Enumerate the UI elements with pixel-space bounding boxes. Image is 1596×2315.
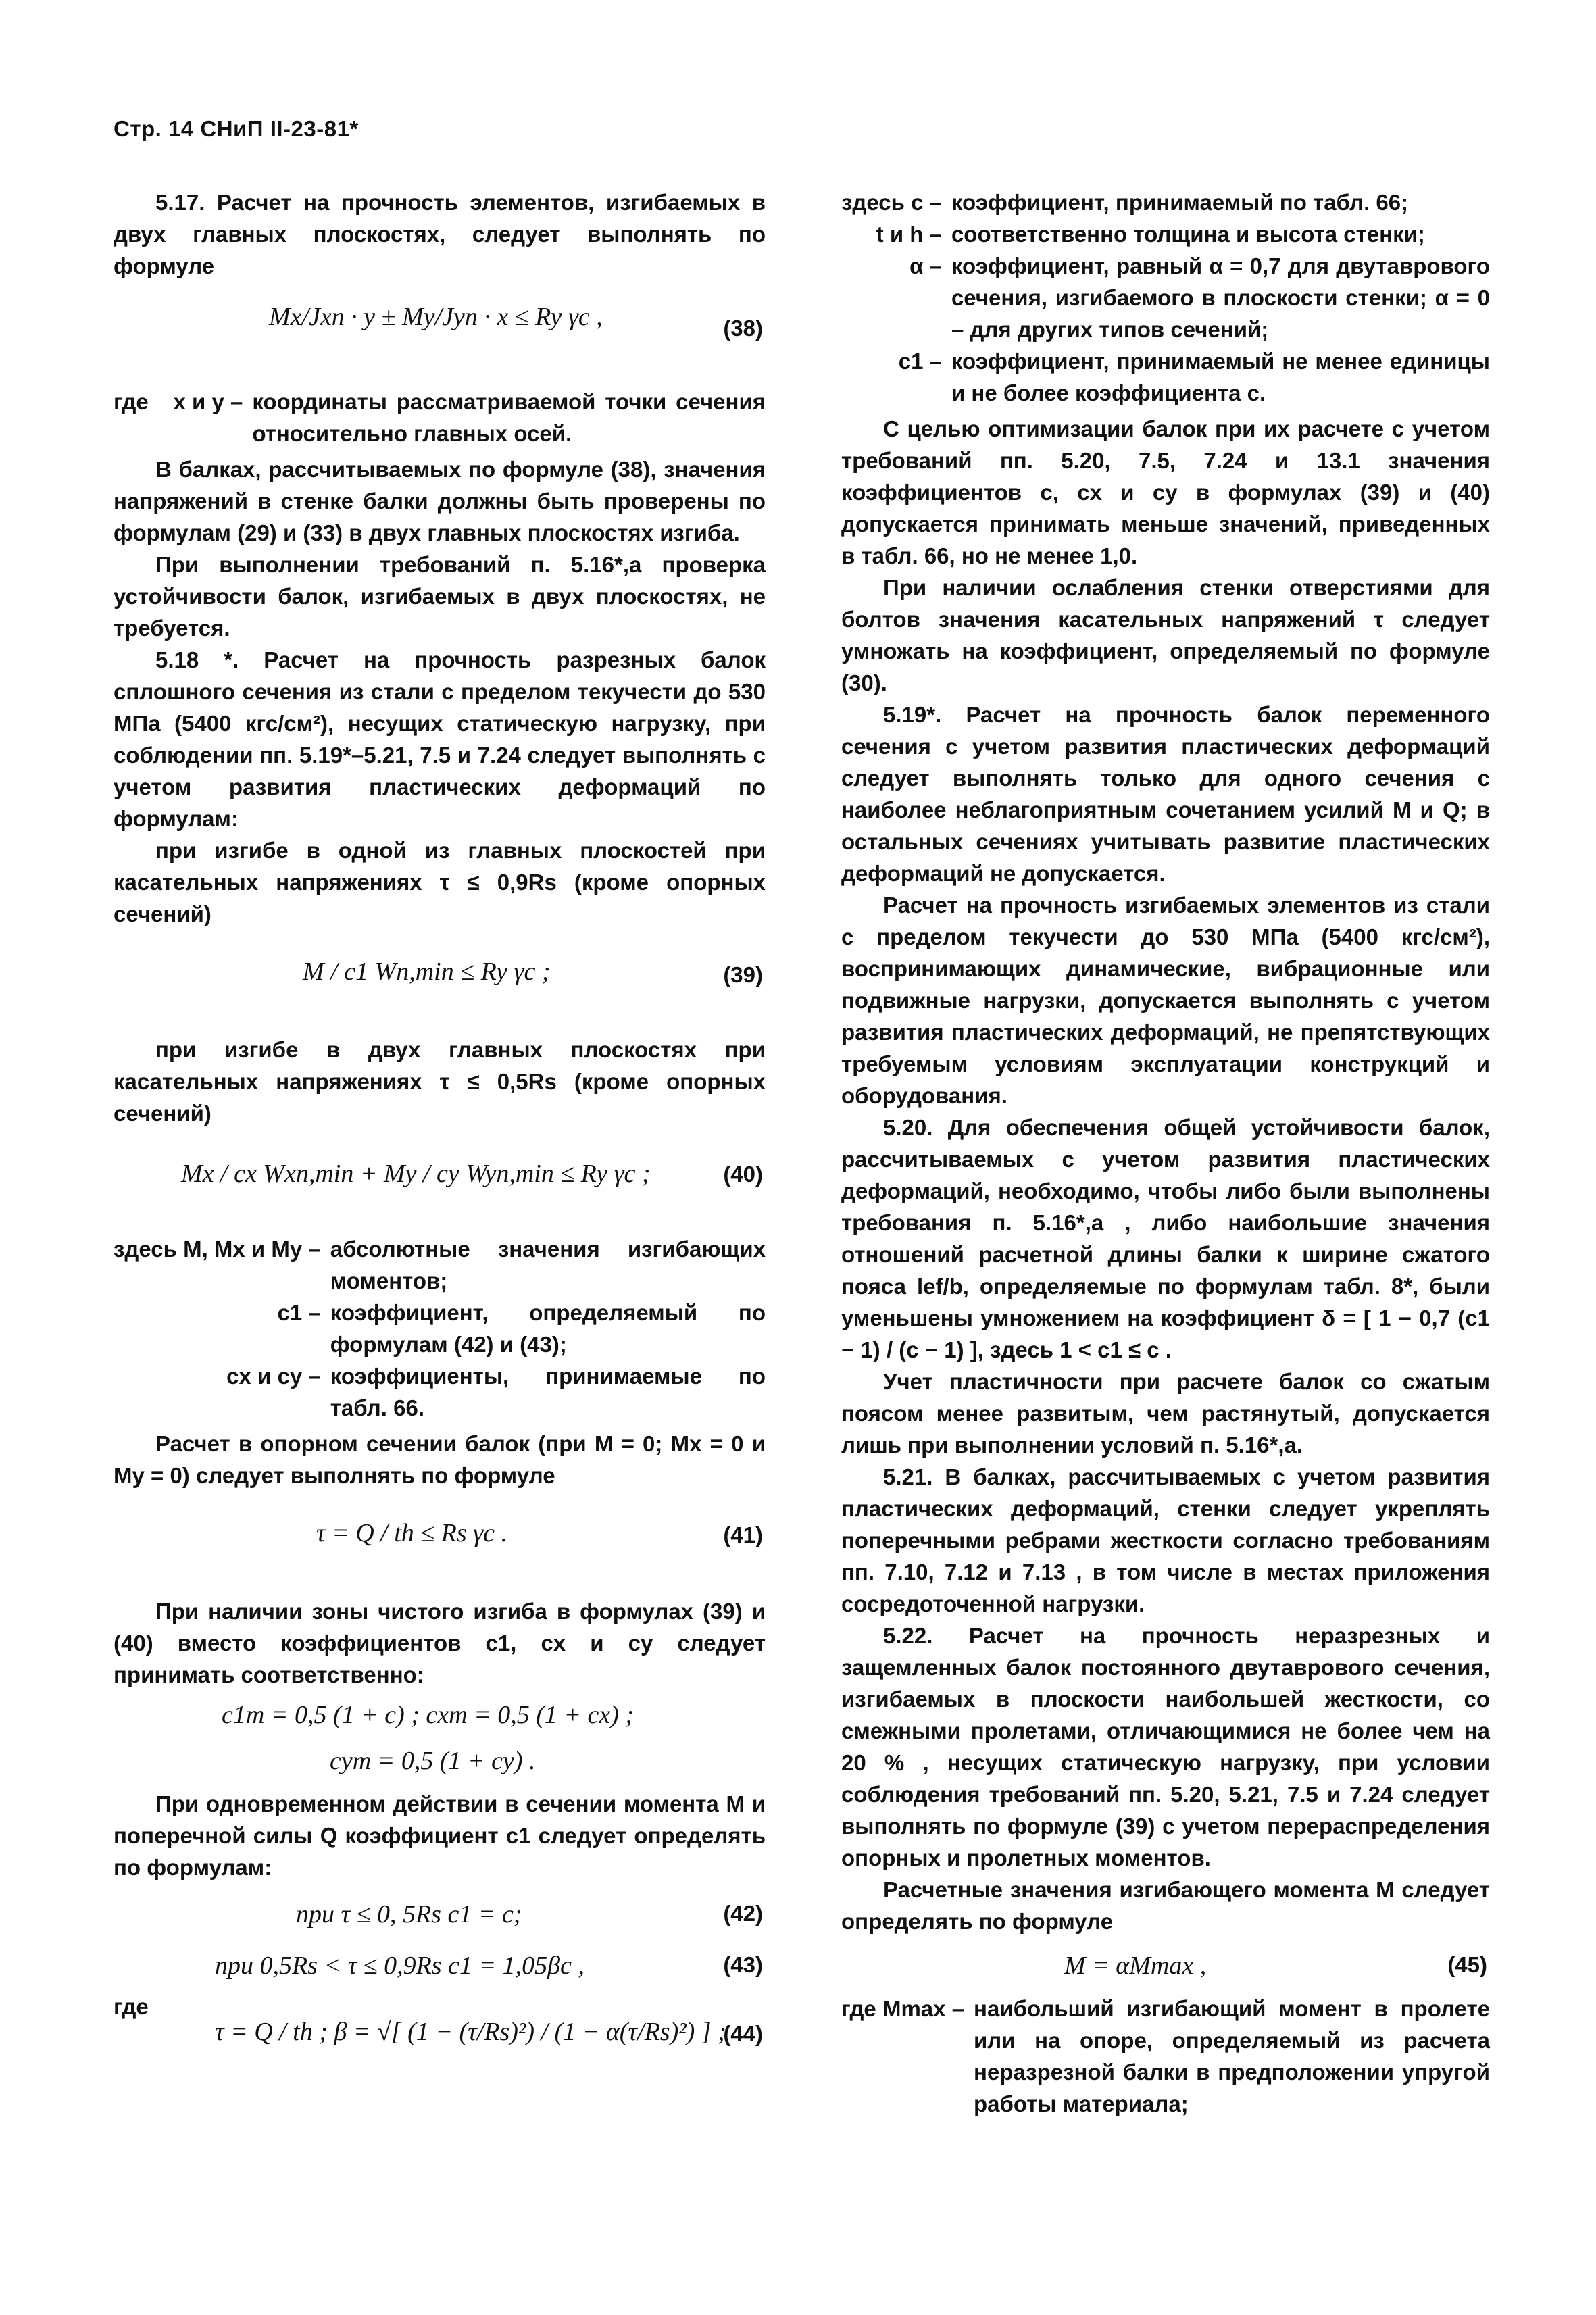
formula-44-expression: τ = Q / th ; β = √[ (1 − (τ/Rs)²) / (1 − α(τ/Rs)²) ] ; (215, 2018, 726, 2046)
definition-value: коэффициент, принимаемый не менее единицы и не более коэффициента c. (951, 349, 1490, 405)
formula-39-number: (39) (723, 962, 763, 987)
formula-42-number: (42) (723, 1901, 763, 1926)
formula-38-expression: Mx/Jxn · y ± My/Jyn · x ≤ Ry γc , (269, 303, 603, 331)
formula-42 (114, 1895, 766, 1936)
formula-40 (114, 1136, 766, 1224)
right-column (841, 186, 1490, 2124)
paragraph-5-22: 5.22. Расчет на прочность неразрезных и защемленных балок постоянного двутаврового сечения, изгибаемых в плоскости наибольшей жесткости, со смежными пролетами, отличающимися не более чем на 20 % , несущих статическую нагрузку, при условии соблюдения требований пп. 5.20, 5.21, 7.5 и 7.24 следует выполнять по формуле (39) с учетом перераспределения опорных и пролетных моментов. (841, 1623, 1490, 1870)
paragraph-beams-38: В балках, рассчитываемых по формуле (38), значения напряжений в стенке балки должны быть проверены по формулам (29) и (33) в двух главных плоскостях изгиба. (114, 457, 766, 545)
definition-value: коэффициент, равный α = 0,7 для двутаврового сечения, изгибаемого в плоскости стенки; α = 0 – для других типов сечений; (951, 253, 1490, 342)
formula-45-number: (45) (1447, 1952, 1487, 1977)
definition-key: α – (909, 253, 942, 278)
paragraph-5-19: 5.19*. Расчет на прочность балок переменного сечения с учетом развития пластических деформаций следует выполнять только для одного сечения с наиболее неблагоприятным сочетанием усилий M и Q; в остальных сечениях учитывать развитие пластических деформаций не допускается. (841, 702, 1490, 886)
definition-value: коэффициенты, принимаемые по табл. 66. (330, 1364, 766, 1420)
paragraph-dynamic: Расчет на прочность изгибаемых элементов из стали с пределом текучести до 530 МПа (5400 кгс/см²), воспринимающих динамические, вибрационные или подвижные нагрузки, допускается выполнять с учетом развития пластических деформаций, не препятствующих требуемым условиям эксплуатации конструкций и оборудования. (841, 893, 1490, 1108)
formula-c1m (114, 1696, 766, 1737)
definition-value: абсолютные значения изгибающих моментов; (330, 1237, 766, 1293)
formula-cym-expression: cym = 0,5 (1 + cy) . (330, 1747, 536, 1775)
definition-value: коэффициент, принимаемый по табл. 66; (951, 190, 1409, 215)
page-header: Стр. 14 СНиП II-23-81* (114, 116, 359, 141)
formula-42-expression: при τ ≤ 0, 5Rs c1 = c; (296, 1900, 522, 1928)
paragraph-plasticity: Учет пластичности при расчете балок со сжатым поясом менее развитым, чем растянутый, допускается лишь при выполнении условий п. 5.16*,а. (841, 1369, 1490, 1458)
formula-c1m-expression: c1m = 0,5 (1 + c) ; cxm = 0,5 (1 + cx) ; (222, 1701, 634, 1729)
paragraph-support-section: Расчет в опорном сечении балок (при M = 0; Mx = 0 и My = 0) следует выполнять по формуле (114, 1431, 766, 1488)
definition-value: координаты рассматриваемой точки сечения относительно главных осей. (252, 389, 766, 446)
paragraph-simultaneous: При одновременном действии в сечении момента M и поперечной силы Q коэффициент c1 следует определять по формулам: (114, 1791, 766, 1880)
paragraph-5-20: 5.20. Для обеспечения общей устойчивости балок, рассчитываемых с учетом развития пластических деформаций, необходимо, чтобы либо были выполнены требования п. 5.16*,а , либо наибольшие значения отношений расчетной длины балки к ширине сжатого пояса lef/b, определяемые по формулам табл. 8*, были уменьшены умножением на коэффициент δ = [ 1 − 0,7 (c1 − 1) / (c − 1) ], здесь 1 < c1 ≤ c . (841, 1115, 1490, 1362)
formula-cym (114, 1742, 766, 1783)
formula-40-number: (40) (723, 1162, 763, 1187)
definition-key: t и h – (876, 222, 942, 247)
paragraph-one-plane: при изгибе в одной из главных плоскостей при касательных напряжениях τ ≤ 0,9Rs (кроме опорных сечений) (114, 838, 766, 926)
definitions-38 (114, 386, 766, 449)
formula-38 (114, 289, 766, 376)
formula-43-expression: при 0,5Rs < τ ≤ 0,9Rs c1 = 1,05βc , (215, 1951, 584, 1980)
paragraph-stability: При выполнении требований п. 5.16*,а проверка устойчивости балок, изгибаемых в двух плоскостях, не требуется. (114, 552, 766, 641)
definition-value: соответственно толщина и высота стенки; (951, 222, 1425, 247)
definition-key: c1 – (898, 349, 942, 374)
formula-41-number: (41) (723, 1522, 763, 1547)
formula-45 (841, 1947, 1490, 1987)
formula-40-expression: Mx / cx Wxn,min + My / cy Wyn,min ≤ Ry γc ; (181, 1160, 651, 1188)
paragraph-two-planes: при изгибе в двух главных плоскостях при касательных напряжениях τ ≤ 0,5Rs (кроме опорных сечений) (114, 1037, 766, 1126)
definition-key: здесь c – (841, 190, 942, 215)
formula-39-expression: M / c1 Wn,min ≤ Ry γc ; (303, 957, 551, 986)
definitions-45 (841, 1993, 1490, 2120)
definitions-top (841, 186, 1490, 409)
definitions-40 (114, 1233, 766, 1424)
paragraph-holes: При наличии ослабления стенки отверстиями для болтов значения касательных напряжений τ следует умножать на коэффициент, определяемый по формуле (30). (841, 575, 1490, 695)
formula-43 (114, 1947, 766, 1987)
formula-45-expression: M = αMmax , (1064, 1951, 1207, 1980)
definition-key: cx и cy – (226, 1364, 321, 1389)
formula-39 (114, 937, 766, 1024)
paragraph-5-21: 5.21. В балках, рассчитываемых с учетом развития пластических деформаций, стенки следует укреплять поперечными ребрами жесткости согласно требованиям пп. 7.10, 7.12 и 7.13 , в том числе в местах приложения сосредоточенной нагрузки. (841, 1464, 1490, 1616)
paragraph-design-moment: Расчетные значения изгибающего момента M следует определять по формуле (841, 1877, 1490, 1934)
formula-44-number: (44) (723, 2021, 763, 2046)
paragraph-5-17: 5.17. Расчет на прочность элементов, изгибаемых в двух главных плоскостях, следует выполнять по формуле (114, 190, 766, 278)
formula-38-number: (38) (723, 316, 763, 341)
definition-key: где Mmax – (841, 1996, 965, 2021)
definition-key: здесь M, Mx и My – (114, 1237, 321, 1262)
definition-value: коэффициент, определяемый по формулам (42) и (43); (330, 1300, 766, 1357)
formula-44 (114, 1994, 766, 2082)
formula-41-expression: τ = Q / th ≤ Rs γc . (316, 1519, 507, 1547)
definition-key: c1 – (277, 1300, 321, 1325)
formula-44-where: где (114, 1994, 149, 2019)
left-column (114, 186, 766, 2091)
paragraph-5-18: 5.18 *. Расчет на прочность разрезных балок сплошного сечения из стали с пределом текучести до 530 МПа (5400 кгс/см²), несущих статическую нагрузку, при соблюдении пп. 5.19*–5.21, 7.5 и 7.24 следует выполнять с учетом развития пластических деформаций по формулам: (114, 647, 766, 831)
formula-43-number: (43) (723, 1952, 763, 1977)
paragraph-pure-bending: При наличии зоны чистого изгиба в формулах (39) и (40) вместо коэффициентов c1, cx и cy следует принимать соответственно: (114, 1599, 766, 1687)
paragraph-optimization: С целью оптимизации балок при их расчете с учетом требований пп. 5.20, 7.5, 7.24 и 13.1 значения коэффициентов c, cx и cy в формулах (39) и (40) допускается принимать меньше значений, приведенных в табл. 66, но не менее 1,0. (841, 416, 1490, 568)
definition-key: где x и y – (114, 389, 243, 414)
definition-value: наибольший изгибающий момент в пролете или на опоре, определяемый из расчета неразрезной балки в предположении упругой работы материала; (974, 1996, 1490, 2116)
formula-41 (114, 1498, 766, 1586)
